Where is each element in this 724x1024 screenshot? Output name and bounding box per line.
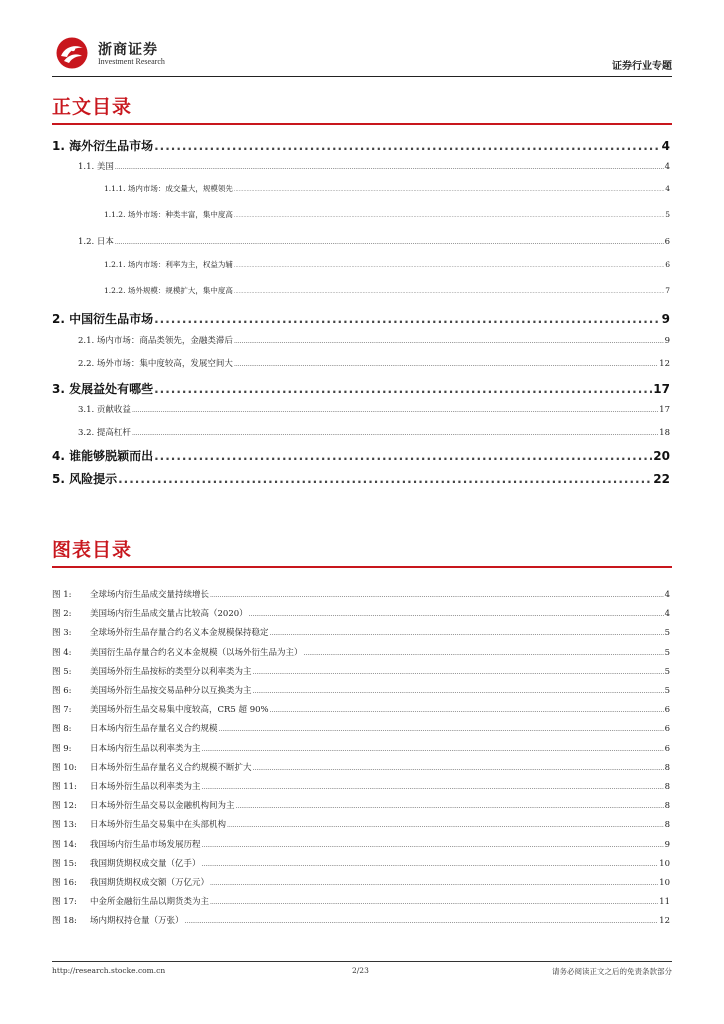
figure-label: 日本场外衍生品以利率类为主: [90, 782, 201, 792]
toc-entry[interactable]: [52, 380, 670, 397]
figure-number: 图 18:: [52, 916, 77, 927]
figure-label: 全球场外衍生品存量合约名义本金规模保持稳定: [90, 628, 269, 639]
toc-entry-label: 1.2.1. 场内市场：利率为主，权益为辅: [104, 260, 233, 269]
toc-entry-label: 4. 谁能够脱颖而出: [52, 449, 154, 463]
toc-leader-dots: [132, 430, 658, 437]
figure-number: 图 16:: [52, 878, 77, 888]
figure-leader-dots: [253, 688, 664, 695]
figure-entry[interactable]: [52, 703, 670, 715]
figure-label: 我国场内衍生品市场发展历程: [90, 839, 201, 850]
figure-leader-dots: [253, 765, 664, 772]
toc-leader-dots: [234, 338, 664, 345]
toc-entry-label: 3.2. 提高杠杆: [78, 428, 131, 438]
toc-entry-label: 2.1. 场内市场：商品类领先，金融类滞后: [78, 336, 233, 346]
figure-label: 日本场外衍生品存量名义合约规模不断扩大: [90, 762, 252, 773]
figure-leader-dots: [202, 842, 664, 849]
toc-leader-dots: [154, 449, 652, 463]
toc-entry-page: 12: [659, 359, 670, 369]
figure-number: 图 8:: [52, 724, 72, 735]
figure-leader-dots: [185, 918, 659, 925]
figure-page: 6: [664, 705, 670, 716]
figure-label: 全球场内衍生品成交量持续增长: [90, 590, 210, 600]
figure-label: 中金所金融衍生品以期货类为主: [90, 897, 210, 908]
figures-title: 图表目录: [52, 539, 133, 561]
figure-leader-dots: [270, 707, 664, 714]
figure-number: 图 14:: [52, 839, 77, 850]
toc-entry-page: 18: [659, 428, 670, 438]
figure-entry[interactable]: [52, 838, 670, 850]
figure-page: 8: [664, 801, 670, 812]
figure-entry[interactable]: [52, 722, 670, 734]
toc-entry-label: 1.1.2. 场外市场：种类丰富，集中度高: [104, 210, 233, 219]
figure-leader-dots: [249, 611, 664, 618]
figure-number: 图 13:: [52, 820, 77, 831]
figure-leader-dots: [210, 880, 658, 887]
figure-label: 美国场内衍生品成交量占比较高（2020）: [90, 609, 248, 620]
logo-name-cn: 浙商证券: [98, 42, 158, 58]
figure-label: 美国场外衍生品按标的类型分以利率类为主: [90, 666, 252, 677]
figure-label: 美国衍生品存量合约名义本金规模（以场外衍生品为主）: [90, 647, 303, 658]
figure-number: 图 4:: [52, 647, 72, 658]
figure-label: 我国期货期权成交量（亿手）: [90, 858, 201, 869]
toc-leader-dots: [118, 472, 652, 486]
toc-entry[interactable]: [78, 357, 670, 369]
figure-page: 5: [664, 666, 670, 677]
toc-title: 正文目录: [52, 96, 133, 118]
figure-entry[interactable]: [52, 626, 670, 638]
toc-entry[interactable]: [104, 285, 670, 296]
toc-entry-label: 1.1. 美国: [78, 162, 114, 172]
figure-leader-dots: [227, 822, 664, 829]
toc-leader-dots: [154, 312, 661, 326]
footer-disclaimer: 请务必阅读正文之后的免责条款部分: [552, 967, 672, 976]
figure-entry[interactable]: [52, 761, 670, 773]
figure-entry[interactable]: [52, 684, 670, 696]
figure-label: 场内期权持仓量（万张）: [90, 916, 184, 927]
toc-entry-label: 2. 中国衍生品市场: [52, 312, 154, 326]
figure-page: 8: [664, 782, 670, 792]
figure-page: 4: [664, 590, 670, 600]
toc-entry-page: 4: [664, 162, 670, 172]
figure-number: 图 11:: [52, 782, 77, 792]
toc-entry[interactable]: [78, 403, 670, 415]
toc-leader-dots: [154, 382, 652, 396]
figure-page: 6: [664, 743, 670, 754]
figure-page: 10: [659, 858, 670, 869]
figure-number: 图 1:: [52, 590, 72, 600]
toc-entry[interactable]: [104, 183, 670, 194]
figure-entry[interactable]: [52, 665, 670, 677]
figure-page: 5: [664, 647, 670, 658]
figure-number: 图 12:: [52, 801, 77, 812]
footer-url[interactable]: http://research.stocke.com.cn: [52, 966, 166, 975]
toc-entry[interactable]: [104, 209, 670, 220]
figure-label: 日本场内衍生品以利率类为主: [90, 743, 201, 754]
toc-entry[interactable]: [104, 259, 670, 270]
figure-label: 美国场外衍生品按交易品种分以互换类为主: [90, 686, 252, 696]
toc-entry-label: 1. 海外衍生品市场: [52, 139, 154, 153]
figure-page: 6: [664, 724, 670, 735]
figure-entry[interactable]: [52, 914, 670, 926]
figure-leader-dots: [210, 592, 664, 599]
figure-leader-dots: [270, 630, 664, 637]
page-number: 2/23: [352, 966, 369, 975]
toc-entry[interactable]: [78, 426, 670, 438]
toc-title-rule: [52, 123, 672, 125]
toc-entry[interactable]: [52, 470, 670, 487]
figure-leader-dots: [304, 650, 664, 657]
figure-page: 11: [659, 897, 670, 908]
page-header: [52, 34, 672, 76]
logo-name-en: Investment Research: [98, 57, 165, 66]
toc-entry[interactable]: [52, 447, 670, 464]
figure-page: 9: [664, 839, 670, 850]
figure-entry[interactable]: [52, 876, 670, 888]
toc-entry-page: 7: [665, 286, 670, 295]
figure-label: 日本场内衍生品存量名义合约规模: [90, 724, 218, 735]
figure-leader-dots: [210, 899, 658, 906]
toc-leader-dots: [234, 289, 664, 295]
figure-number: 图 9:: [52, 743, 72, 754]
figure-entry[interactable]: [52, 742, 670, 754]
figure-page: 12: [659, 916, 670, 927]
toc-entry[interactable]: [52, 137, 670, 154]
toc-entry-page: 5: [665, 210, 670, 219]
toc-entry-label: 1.2.2. 场外规模：规模扩大，集中度高: [104, 286, 233, 295]
footer-divider: [52, 961, 672, 962]
figure-leader-dots: [202, 861, 659, 868]
toc-leader-dots: [234, 187, 664, 193]
figure-leader-dots: [253, 669, 664, 676]
figure-page: 5: [664, 686, 670, 696]
figure-entry[interactable]: [52, 895, 670, 907]
figure-leader-dots: [219, 726, 664, 733]
toc-leader-dots: [132, 407, 658, 414]
figure-leader-dots: [202, 746, 664, 753]
figure-number: 图 3:: [52, 628, 72, 639]
toc-entry-page: 20: [653, 449, 670, 463]
toc-leader-dots: [234, 263, 664, 269]
figure-number: 图 6:: [52, 686, 72, 696]
toc-entry[interactable]: [78, 334, 670, 346]
toc-leader-dots: [154, 139, 661, 153]
figure-page: 8: [664, 820, 670, 831]
toc-entry-label: 3. 发展益处有哪些: [52, 382, 154, 396]
toc-entry[interactable]: [52, 310, 670, 327]
toc-entry-page: 9: [664, 336, 670, 346]
figure-entry[interactable]: [52, 607, 670, 619]
toc-entry-page: 4: [661, 139, 670, 153]
toc-entry-page: 9: [661, 312, 670, 326]
toc-entry-page: 6: [664, 237, 670, 247]
toc-entry[interactable]: [78, 235, 670, 247]
figure-number: 图 17:: [52, 897, 77, 908]
toc-entry-label: 1.2. 日本: [78, 237, 114, 247]
toc-entry-label: 5. 风险提示: [52, 472, 118, 486]
toc-leader-dots: [234, 213, 664, 219]
toc-entry-label: 2.2. 场外市场：集中度较高，发展空间大: [78, 359, 233, 369]
figure-number: 图 7:: [52, 705, 72, 716]
figure-label: 我国期货期权成交额（万亿元）: [90, 878, 210, 888]
toc-entry[interactable]: [78, 160, 670, 172]
figure-leader-dots: [236, 803, 664, 810]
figure-number: 图 15:: [52, 858, 77, 869]
figure-label: 日本场外衍生品交易以金融机构间为主: [90, 801, 235, 812]
figure-label: 美国场外衍生品交易集中度较高，CR5 超 90%: [90, 705, 269, 716]
toc-entry-page: 22: [653, 472, 670, 486]
figure-number: 图 2:: [52, 609, 72, 620]
header-divider: [52, 76, 672, 77]
figure-page: 4: [664, 609, 670, 620]
toc-entry-label: 1.1.1. 场内市场：成交量大，规模领先: [104, 184, 233, 193]
toc-leader-dots: [115, 164, 664, 171]
figure-entry[interactable]: [52, 780, 670, 792]
figure-page: 10: [659, 878, 670, 888]
toc-entry-page: 4: [665, 184, 670, 193]
figure-number: 图 5:: [52, 666, 72, 677]
figure-entry[interactable]: [52, 857, 670, 869]
toc-leader-dots: [234, 361, 658, 368]
figure-entry[interactable]: [52, 588, 670, 600]
figure-entry[interactable]: [52, 818, 670, 830]
figure-entry[interactable]: [52, 646, 670, 658]
figure-label: 日本场外衍生品交易集中在头部机构: [90, 820, 227, 831]
toc-entry-page: 17: [659, 405, 670, 415]
toc-entry-page: 17: [653, 382, 670, 396]
report-type: 证券行业专题: [612, 61, 672, 72]
toc-entry-label: 3.1. 贡献收益: [78, 405, 131, 415]
toc-entry-page: 6: [665, 260, 670, 269]
figure-leader-dots: [202, 784, 664, 791]
figures-title-rule: [52, 566, 672, 568]
figure-page: 5: [664, 628, 670, 639]
logo-icon: [54, 36, 90, 70]
figure-number: 图 10:: [52, 762, 77, 773]
toc-leader-dots: [115, 239, 664, 246]
figure-entry[interactable]: [52, 799, 670, 811]
figure-page: 8: [664, 762, 670, 773]
